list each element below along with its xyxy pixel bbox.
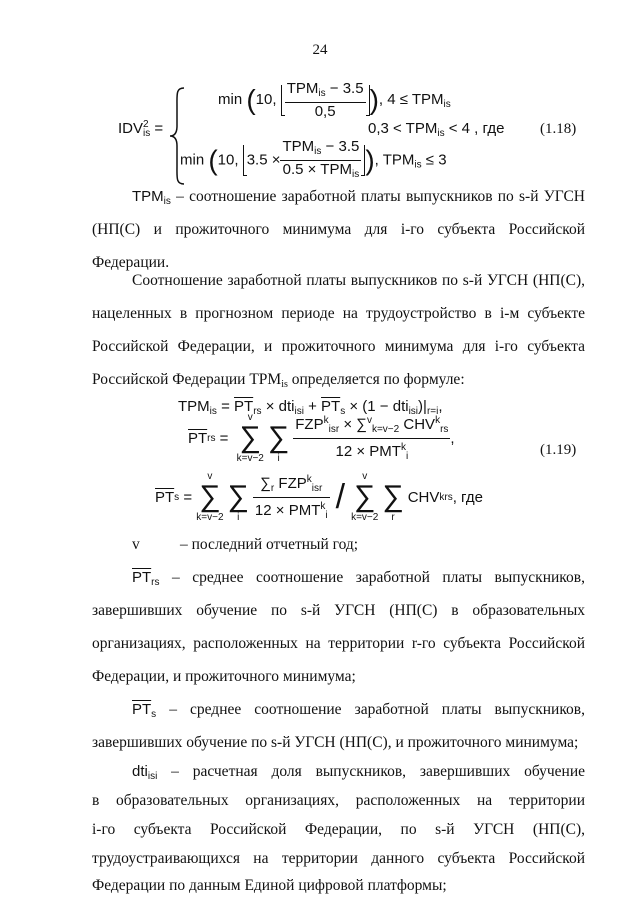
den-sub: is xyxy=(351,169,360,180)
def-ptrs-sub: rs xyxy=(151,577,160,588)
lhs-text: IDV xyxy=(118,120,144,137)
paren-close: ) xyxy=(365,144,375,176)
formula-1-18-case2 xyxy=(368,120,504,139)
chv-sup: k xyxy=(439,491,445,503)
sum-k: v ∑ k=v−2 xyxy=(236,412,264,464)
def-dti-sym: dti xyxy=(132,763,148,780)
f119-pts: $\overline{PT}$ xyxy=(321,398,341,415)
f119-c-sub: isi xyxy=(294,406,304,417)
case1-fraction xyxy=(285,80,366,120)
def-v xyxy=(132,528,358,561)
sum-top: v xyxy=(247,412,253,423)
para2-line2: нацеленных в прогнозном периоде на трудоустройство в i-м субъекте xyxy=(92,305,585,322)
def-ptrs-line2: завершивших обучение по s-й УГСН (НП(С) в образовательных xyxy=(92,602,585,619)
pt-s-lhs: $\overline{PT}$ xyxy=(155,488,175,506)
para2-line1: Соотношение заработной платы выпускников по s-й УГСН (НП(С), xyxy=(132,272,585,289)
num-rest: − 3.5 xyxy=(325,80,364,97)
fzp-sup: k xyxy=(306,473,312,485)
def-pts-line2: завершивших обучение по s-й УГСН (НП(С), и прожиточного минимума; xyxy=(92,734,579,751)
sum-inline-sup: v xyxy=(366,414,372,426)
pt-rs-fraction xyxy=(293,412,450,465)
equation-number-1-19: (1.19) xyxy=(540,442,577,458)
def-ptrs-line1-text: – среднее соотношение заработной платы выпускников, xyxy=(172,569,585,586)
sum-bot: r xyxy=(391,512,395,523)
chv-sub: rs xyxy=(444,491,453,503)
formula-1-18-case1 xyxy=(218,80,451,120)
slash: / xyxy=(335,477,346,516)
f119-b: = xyxy=(216,398,235,415)
f119-d: + xyxy=(303,398,322,415)
sum-inline-sub: k=v−2 xyxy=(371,423,400,435)
case1-cond: , 4 ≤ TPM xyxy=(378,90,444,108)
def-dti-line2: в образовательных организациях, расположенных на территории xyxy=(92,792,585,809)
equals: = xyxy=(215,429,233,447)
def-pts-sub: s xyxy=(151,709,157,720)
case3-ten: 10, xyxy=(217,151,239,169)
def-dti-line4: трудоустраивающихся на территории данного субъекта Российской xyxy=(92,850,585,867)
def-v-text: – последний отчетный год; xyxy=(180,536,359,553)
f119-a: TPM xyxy=(178,398,210,415)
num-sub: is xyxy=(314,146,322,157)
where: , где xyxy=(452,488,483,506)
sum-inline: × ∑ xyxy=(339,415,367,433)
def-ptrs-line4: Федерации, и прожиточного минимума; xyxy=(92,668,356,685)
pt-s-fraction xyxy=(253,471,330,524)
pt-s-lhs-sub: s xyxy=(174,491,180,503)
case3-fraction xyxy=(280,138,361,183)
formula-1-19-line3 xyxy=(155,468,483,526)
f119-e-sub: isi xyxy=(408,406,419,417)
def-dti-sub: isi xyxy=(147,771,158,782)
case1-ten: 10, xyxy=(255,90,277,108)
formula-1-19-line2 xyxy=(188,410,455,466)
sum-top: v xyxy=(362,471,368,482)
case2-sub: is xyxy=(437,128,445,139)
equation-number-1-18: (1.18) xyxy=(540,121,577,137)
f119-e: × (1 − dti xyxy=(345,398,409,415)
paren-open: ( xyxy=(246,84,256,115)
formula-1-18-case3 xyxy=(180,138,447,183)
pt-rs-lhs: $\overline{PT}$ xyxy=(188,429,208,447)
case3-cond-sub: is xyxy=(414,159,422,171)
page-number: 24 xyxy=(312,42,328,58)
sum-r: ∑ r xyxy=(382,480,404,523)
def-ptrs-line3: организациях, расположенных на территории r-го субъекта Российской xyxy=(92,635,585,652)
pmt-sup: k xyxy=(400,441,406,453)
f119-pts-sub: s xyxy=(340,406,346,417)
tpm-sub: is xyxy=(163,196,171,207)
fzp: FZP xyxy=(274,474,307,492)
f119-a-sub: is xyxy=(209,406,217,417)
tpm-symbol: TPM xyxy=(132,188,164,205)
pmt-sub: i xyxy=(325,509,328,521)
case2-text: 0,3 < TPM xyxy=(368,120,438,137)
para2-line4-sub: is xyxy=(281,379,288,390)
def-pts-sym: $\overline{PT}$ xyxy=(132,701,152,718)
def-dti-line1-text: – расчетная доля выпускников, завершивших обучение xyxy=(171,763,586,780)
lhs-sup: 2 xyxy=(143,119,149,131)
sum-r-sub: r xyxy=(270,482,275,494)
pmt: 12 × PMT xyxy=(254,501,321,519)
pmt: 12 × PMT xyxy=(335,442,401,460)
def-dti-line5: Федерации по данным Единой цифровой платформы; xyxy=(92,877,447,894)
sum-bot: i xyxy=(277,453,280,464)
def-dti-line3: i-го субъекта Российской Федерации, по s-й УГСН (НП(С), xyxy=(92,821,585,838)
sum-top: v xyxy=(207,471,213,482)
formula-1-18-lhs: IDV 2 is = xyxy=(118,119,164,140)
def-ptrs-sym: $\overline{PT}$ xyxy=(132,569,152,586)
chv-sup: k xyxy=(435,414,441,426)
pt-rs-lhs-sub: rs xyxy=(207,432,216,444)
para2-line4-b: определяется по формуле: xyxy=(287,371,465,388)
case3-min: min xyxy=(180,151,205,169)
para1-line2: (НП(С) и прожиточного минимума для i-го субъекта Российской xyxy=(92,221,585,238)
paren-open: ( xyxy=(208,144,218,176)
f119-f: )| xyxy=(418,398,427,415)
sum-r: ∑ xyxy=(260,474,271,492)
equals: = xyxy=(179,488,197,506)
num-rest: − 3.5 xyxy=(321,138,360,155)
den-text: 0.5 × TPM xyxy=(282,161,352,178)
sum-k: v ∑ k=v−2 xyxy=(351,471,379,523)
case2-rest: < 4 , где xyxy=(444,120,505,137)
comma: , xyxy=(450,429,455,447)
fzp: FZP xyxy=(295,415,324,433)
num-sub: is xyxy=(318,88,326,99)
sum-bot: k=v−2 xyxy=(196,512,224,523)
case1-cond-sub: is xyxy=(443,98,451,110)
num-text: TPM xyxy=(282,138,315,155)
para1-line3: Федерации. xyxy=(92,254,170,271)
case3-cond-rest: ≤ 3 xyxy=(421,151,447,169)
sum-k: v ∑ k=v−2 xyxy=(196,471,224,523)
fzp-sup: k xyxy=(323,414,329,426)
pmt-sub: i xyxy=(405,450,409,462)
sum-bot: k=v−2 xyxy=(236,453,264,464)
f119-pt-sub: rs xyxy=(253,406,262,417)
case3-factor: 3.5 × xyxy=(246,151,281,169)
para2-line4-a: Российской Федерации TPM xyxy=(92,371,282,388)
num-text: TPM xyxy=(286,80,319,97)
def-v-sym: v xyxy=(132,536,140,553)
para2-line3: Российской Федерации, и прожиточного минимума для i-го субъекта xyxy=(92,338,585,355)
chv: CHV xyxy=(399,415,436,433)
chv: CHV xyxy=(407,488,440,506)
f119-g: , xyxy=(438,398,443,415)
f119-c: × dti xyxy=(261,398,295,415)
chv-sub: rs xyxy=(440,423,449,435)
f119-pt: $\overline{PT}$ xyxy=(234,398,254,415)
para2-line4 xyxy=(92,363,465,401)
case3-cond: , TPM xyxy=(374,151,415,169)
fzp-sub: isr xyxy=(328,423,340,435)
den-text: 0,5 xyxy=(314,103,336,120)
sum-bot: k=v−2 xyxy=(351,512,379,523)
pmt-sup: k xyxy=(320,500,326,512)
def-pts-line1-text: – среднее соотношение заработной платы выпускников, xyxy=(169,701,585,718)
fzp-sub: isr xyxy=(311,482,323,494)
case1-min: min xyxy=(218,90,243,108)
f119-f-sub: r=i xyxy=(426,406,439,417)
sum-i: ∑ i xyxy=(267,421,290,464)
sum-bot: i xyxy=(237,512,240,523)
sum-i: ∑ i xyxy=(227,480,249,523)
para1-line1-text: – соотношение заработной платы выпускников по s-й УГСН xyxy=(176,188,586,205)
lhs-sub: is xyxy=(143,128,151,140)
paren-close: ) xyxy=(369,84,379,115)
